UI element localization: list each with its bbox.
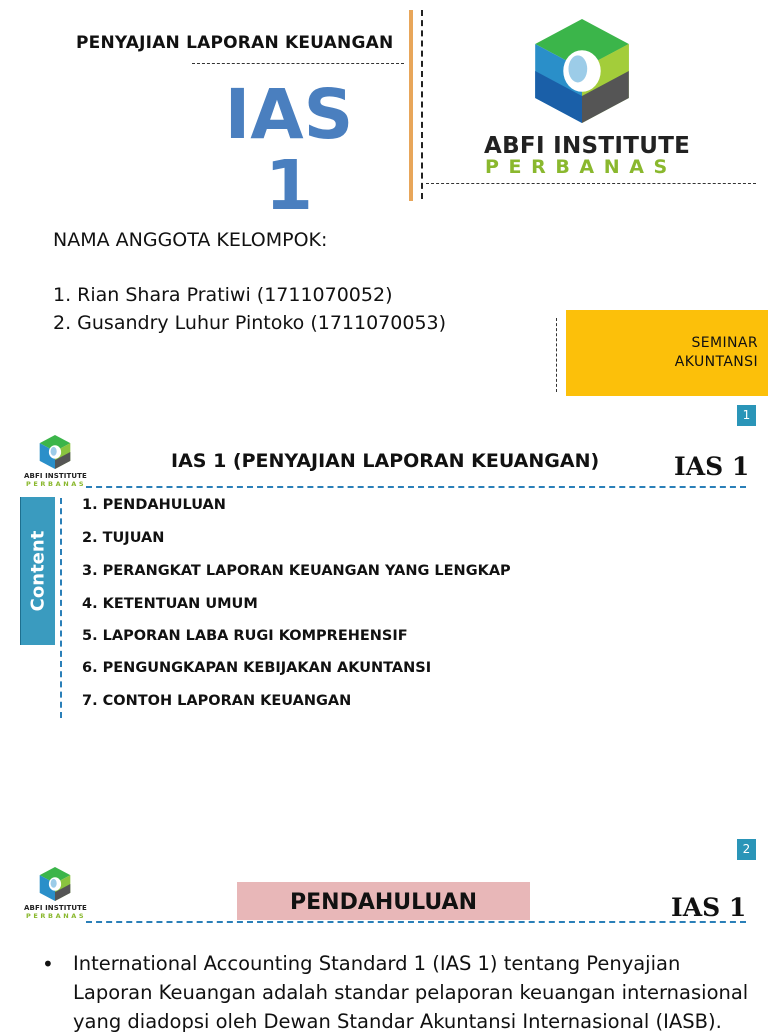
seminar-label xyxy=(566,334,758,372)
logo-subwordmark: PERBANAS xyxy=(485,156,677,178)
content-tab-label: Content xyxy=(27,530,49,612)
seminar-label-line2: AKUNTANSI xyxy=(674,354,758,370)
logo-subwordmark: PERBANAS xyxy=(26,912,87,920)
intro-paragraph: International Accounting Standard 1 (IAS 1) tentang Penyajian Laporan Keuangan adalah standar pelaporan keuangan internasional yang diadopsi oleh Dewan Standar Akuntansi Internasional (IASB). xyxy=(73,952,749,1033)
logo-wordmark: ABFI INSTITUTE xyxy=(24,472,87,480)
member-item: 2. Gusandry Luhur Pintoko (1711070053) xyxy=(53,312,447,334)
toc-item: 6. PENGUNGKAPAN KEBIJAKAN AKUNTANSI xyxy=(82,660,432,676)
abfi-perbanas-logo-icon xyxy=(38,435,72,469)
toc-item: 5. LAPORAN LABA RUGI KOMPREHENSIF xyxy=(82,628,408,644)
accent-bar xyxy=(409,10,413,201)
content-tab xyxy=(20,497,55,645)
section-title: PENDAHULUAN xyxy=(290,890,477,915)
slide1-title: PENYAJIAN LAPORAN KEUANGAN xyxy=(76,33,394,53)
members-heading: NAMA ANGGOTA KELOMPOK: xyxy=(53,229,328,251)
toc-item: 7. CONTOH LAPORAN KEUANGAN xyxy=(82,693,352,709)
seminar-label-line1: SEMINAR xyxy=(691,335,758,351)
toc-item: 4. KETENTUAN UMUM xyxy=(82,596,258,612)
member-item: 1. Rian Shara Pratiwi (1711070052) xyxy=(53,284,393,306)
vertical-divider xyxy=(421,10,423,199)
logo-divider xyxy=(426,183,756,184)
toc-item: 2. TUJUAN xyxy=(82,530,165,546)
ias-heading-line2: 1 xyxy=(264,146,313,226)
title-divider xyxy=(192,63,404,64)
abfi-perbanas-logo-icon xyxy=(38,867,72,901)
toc-item: 1. PENDAHULUAN xyxy=(82,497,226,513)
bullet-marker: • xyxy=(42,952,54,976)
abfi-perbanas-logo-icon xyxy=(530,19,634,123)
toc-item: 3. PERANGKAT LAPORAN KEUANGAN YANG LENGKAP xyxy=(82,563,511,579)
page-number-badge: 1 xyxy=(737,405,756,426)
logo-wordmark: ABFI INSTITUTE xyxy=(24,904,87,912)
content-divider xyxy=(60,498,62,718)
ias-heading-line1: IAS xyxy=(224,75,354,155)
ias-heading xyxy=(218,75,360,226)
logo-subwordmark: PERBANAS xyxy=(26,480,87,488)
header-divider xyxy=(86,921,746,923)
logo-wordmark: ABFI INSTITUTE xyxy=(484,133,691,159)
corner-label: IAS 1 xyxy=(671,893,747,922)
slide2-title: IAS 1 (PENYAJIAN LAPORAN KEUANGAN) xyxy=(171,450,600,472)
header-divider xyxy=(86,486,746,488)
corner-label: IAS 1 xyxy=(674,452,750,481)
page-number-badge: 2 xyxy=(737,839,756,860)
seminar-divider xyxy=(556,318,557,392)
